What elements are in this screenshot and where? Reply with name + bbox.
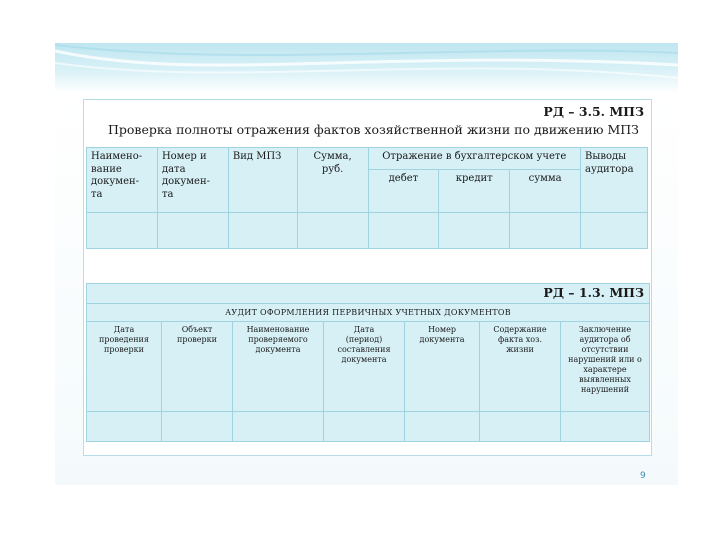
table-1-header-type: Вид МПЗ	[228, 148, 297, 213]
document-code-2: РД – 1.3. МПЗ	[543, 285, 644, 300]
table-2-header-doc-name: Наименование проверяемого документа	[233, 322, 324, 412]
table-2-header-doc-date: Дата (период) составления документа	[324, 322, 405, 412]
table-2-header-date: Дата проведения проверки	[87, 322, 162, 412]
table-1-header-name: Наимено- вание докумен- та	[87, 148, 158, 213]
page-number: 9	[640, 471, 646, 481]
table-1-header-debit: дебет	[368, 170, 439, 213]
table-2-title: АУДИТ ОФОРМЛЕНИЯ ПЕРВИЧНЫХ УЧЕТНЫХ ДОКУМЕНТОВ	[86, 303, 650, 322]
table-1-header-accounting: Отражение в бухгалтерском учете	[368, 148, 581, 170]
table-1-header-conclusions: Выводы аудитора	[581, 148, 648, 213]
decorative-banner	[55, 43, 678, 93]
document-code-1: РД – 3.5. МПЗ	[543, 104, 644, 119]
table-2-header-auditor-conclusion: Заключение аудитора об отсутствии нарушений или о характере выявленных нарушений	[561, 322, 650, 412]
table-2	[86, 321, 650, 442]
table-1-header-amount: сумма	[510, 170, 581, 213]
table-2-row	[87, 412, 650, 442]
table-1	[86, 147, 648, 249]
table-1-title: Проверка полноты отражения фактов хозяйственной жизни по движению МПЗ	[108, 122, 639, 137]
table-1-row	[87, 213, 648, 249]
table-2-header-doc-number: Номер документа	[405, 322, 480, 412]
table-1-header-number: Номер и дата докумен- та	[157, 148, 228, 213]
table-2-header-fact: Содержание факта хоз. жизни	[480, 322, 561, 412]
table-2-header-object: Объект проверки	[162, 322, 233, 412]
table-1-header-credit: кредит	[439, 170, 510, 213]
table-1-header-sum: Сумма, руб.	[297, 148, 368, 213]
